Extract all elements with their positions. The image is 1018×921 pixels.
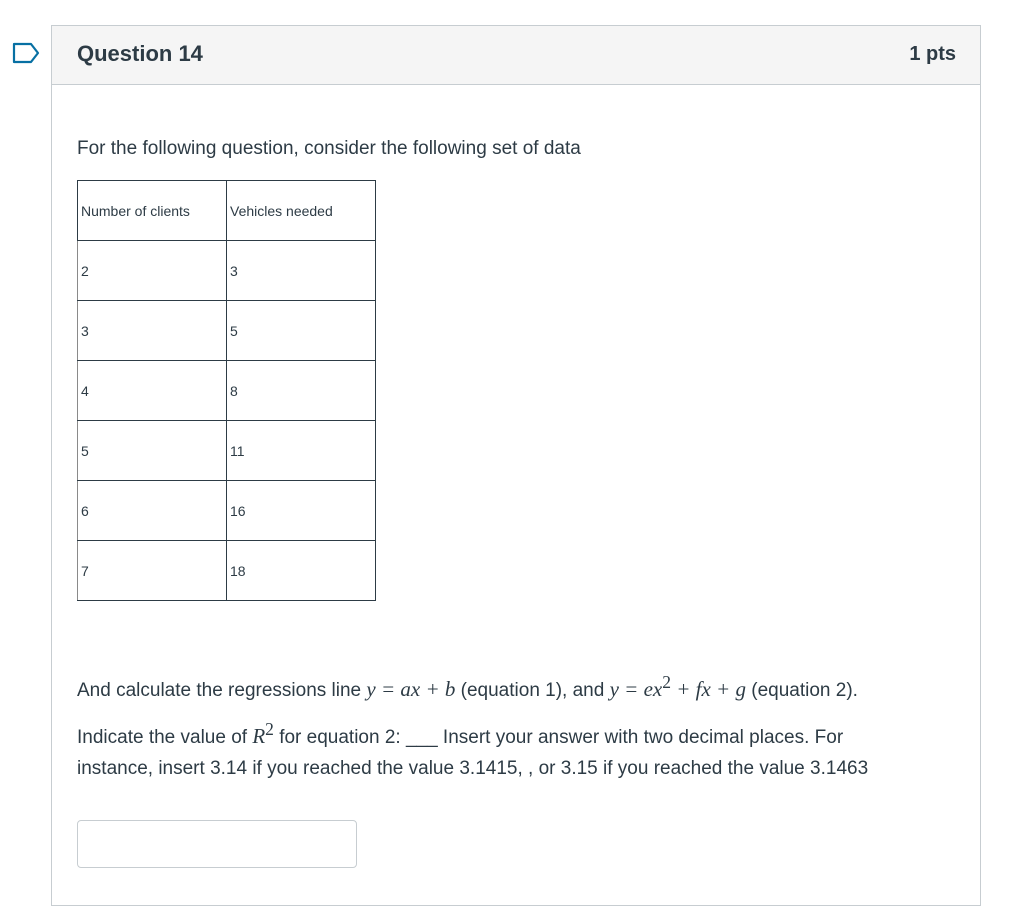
r-squared-symbol bbox=[252, 719, 274, 748]
table-cell: 8 bbox=[227, 361, 376, 421]
question-points: 1 pts bbox=[909, 43, 956, 65]
table-row bbox=[78, 481, 376, 541]
question-intro: For the following question, consider the following set of data bbox=[77, 138, 581, 159]
regression-text-mid: (equation 1), and bbox=[455, 680, 610, 701]
question-title: Question 14 bbox=[77, 41, 203, 66]
table-cell: 18 bbox=[227, 541, 376, 601]
question-header bbox=[52, 26, 980, 85]
equation-2-head: y = ex bbox=[609, 677, 663, 701]
equation-1: y = ax + b bbox=[366, 677, 456, 701]
table-cell: 4 bbox=[78, 361, 227, 421]
table-cell: 3 bbox=[227, 241, 376, 301]
r-symbol: R bbox=[252, 724, 266, 748]
table-cell: 11 bbox=[227, 421, 376, 481]
table-cell: 7 bbox=[78, 541, 227, 601]
flag-question-icon[interactable] bbox=[12, 42, 40, 64]
equation-2-exponent: 2 bbox=[662, 672, 671, 692]
r-squared-exponent: 2 bbox=[265, 719, 274, 739]
table-header-vehicles: Vehicles needed bbox=[227, 181, 376, 241]
table-row bbox=[78, 541, 376, 601]
equation-2-tail: + fx + g bbox=[670, 677, 746, 701]
table-row bbox=[78, 421, 376, 481]
table-cell: 5 bbox=[227, 301, 376, 361]
table-cell: 2 bbox=[78, 241, 227, 301]
equation-2 bbox=[609, 672, 746, 701]
regression-text-pre: And calculate the regressions line bbox=[77, 680, 367, 701]
regression-text-post: (equation 2). bbox=[745, 680, 858, 701]
data-table bbox=[77, 180, 376, 601]
table-row bbox=[78, 361, 376, 421]
table-cell: 3 bbox=[78, 301, 227, 361]
instruction-text-post: for equation 2: ___ Insert your answer with two decimal places. For instance, insert 3.14 if you reached the value 3.1415, , or 3.15 if you reached the value 3.1463 bbox=[77, 727, 869, 779]
regression-statement bbox=[77, 672, 858, 702]
table-header-row bbox=[78, 181, 376, 241]
table-cell: 5 bbox=[78, 421, 227, 481]
answer-instructions bbox=[77, 714, 917, 784]
table-row bbox=[78, 241, 376, 301]
instruction-text-pre: Indicate the value of bbox=[77, 727, 253, 748]
table-header-clients: Number of clients bbox=[78, 181, 227, 241]
table-cell: 16 bbox=[227, 481, 376, 541]
table-cell: 6 bbox=[78, 481, 227, 541]
question-card bbox=[51, 25, 981, 906]
table-row bbox=[78, 301, 376, 361]
answer-input[interactable] bbox=[77, 820, 357, 868]
